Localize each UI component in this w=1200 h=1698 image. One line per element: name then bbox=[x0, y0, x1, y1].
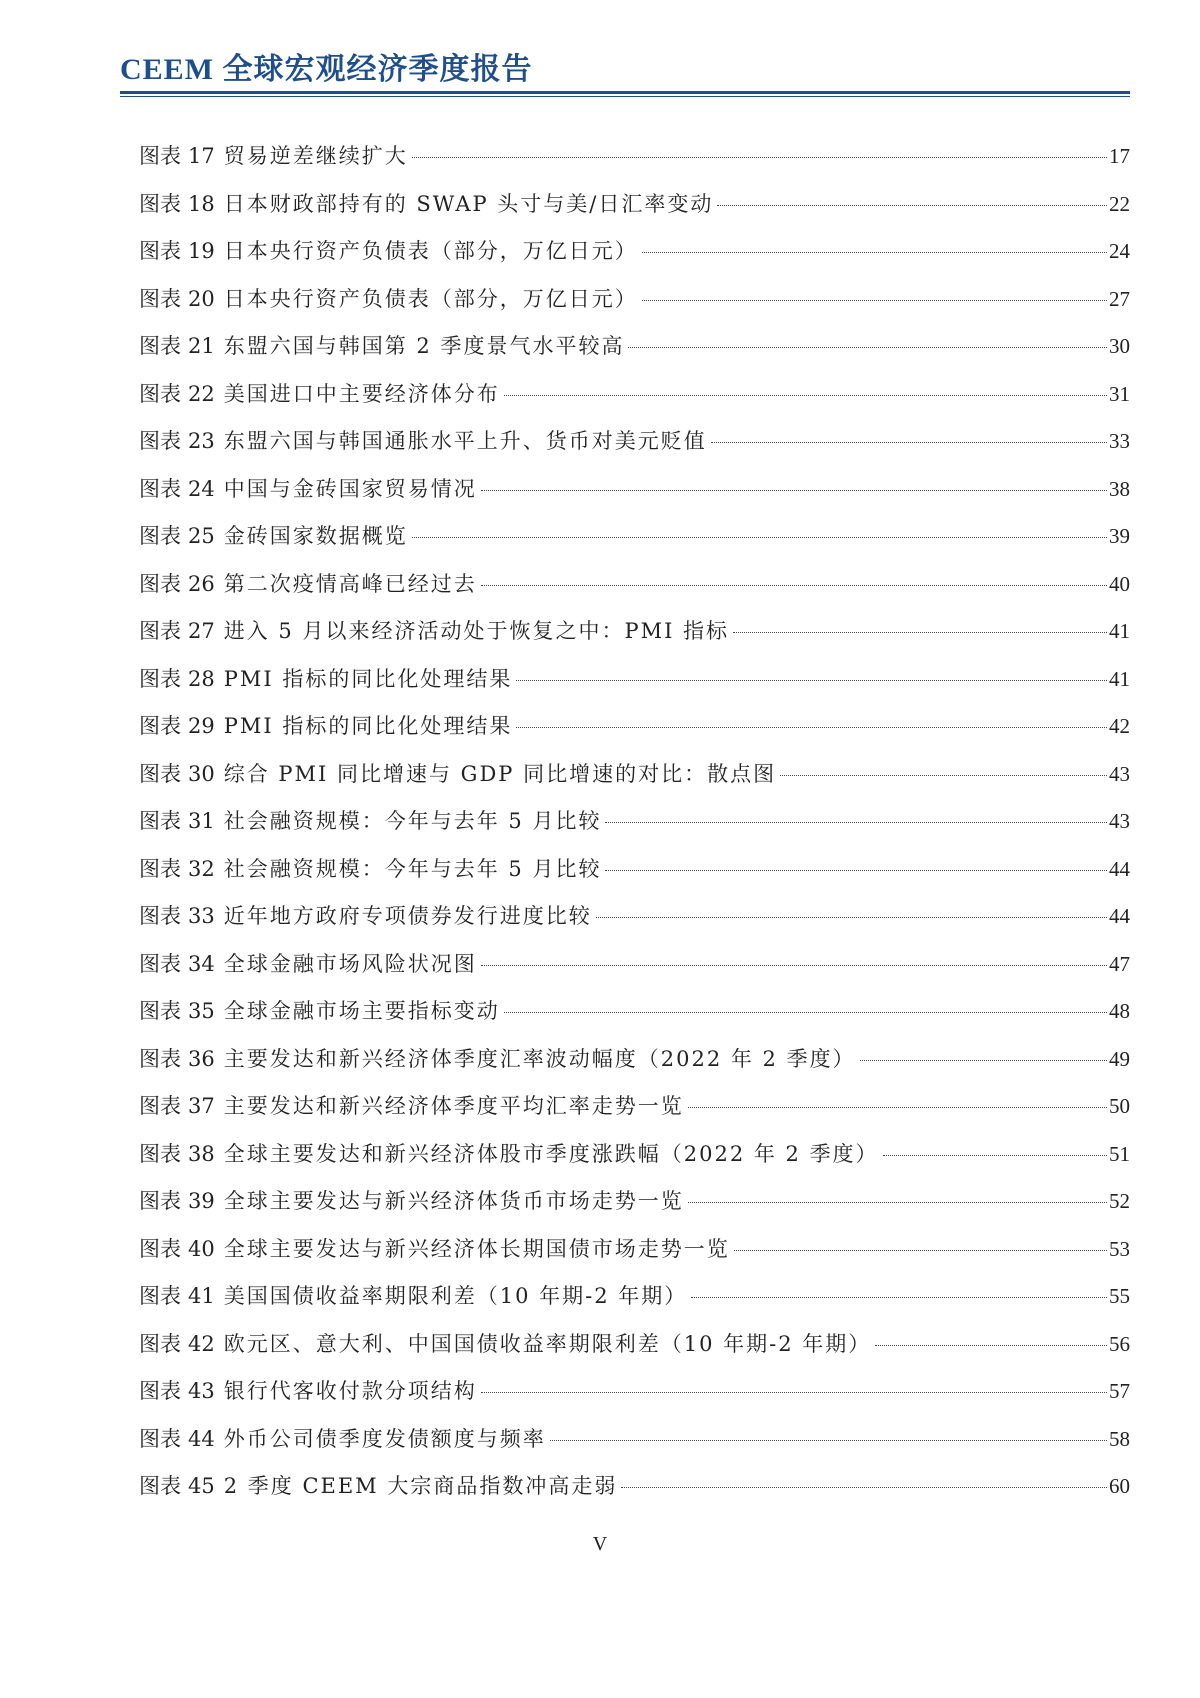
toc-dot-leader bbox=[605, 870, 1107, 871]
toc-entry-prefix: 图表 bbox=[139, 999, 181, 1023]
toc-entry-title: 全球主要发达与新兴经济体长期国债市场走势一览 bbox=[223, 1236, 730, 1261]
toc-dot-leader bbox=[717, 205, 1107, 206]
toc-dot-leader bbox=[605, 822, 1107, 823]
toc-entry-title: 美国进口中主要经济体分布 bbox=[223, 381, 500, 406]
toc-entry[interactable] bbox=[139, 808, 1130, 856]
toc-entry-page-number: 43 bbox=[1109, 761, 1130, 786]
toc-entry[interactable] bbox=[139, 761, 1130, 809]
toc-entry-page-number: 57 bbox=[1109, 1379, 1130, 1403]
toc-entry-title: 银行代客收付款分项结构 bbox=[223, 1379, 477, 1403]
toc-entry-prefix: 图表 bbox=[139, 1331, 181, 1356]
toc-entry-figure-number: 42 bbox=[188, 1331, 215, 1356]
toc-entry-prefix: 图表 bbox=[139, 951, 181, 976]
toc-entry-prefix: 图表 bbox=[139, 286, 181, 311]
toc-entry-figure-number: 43 bbox=[188, 1379, 215, 1403]
toc-entry-figure-number: 35 bbox=[188, 999, 215, 1023]
toc-entry-figure-number: 44 bbox=[188, 1426, 215, 1451]
toc-dot-leader bbox=[481, 965, 1107, 966]
toc-entry-page-number: 55 bbox=[1109, 1284, 1130, 1308]
toc-entry-title: 进入 5 月以来经济活动处于恢复之中：PMI 指标 bbox=[223, 619, 730, 643]
toc-entry-title: 东盟六国与韩国通胀水平上升、货币对美元贬值 bbox=[223, 429, 707, 453]
toc-entry-figure-number: 28 bbox=[188, 666, 215, 691]
toc-entry-page-number: 24 bbox=[1109, 239, 1130, 263]
toc-entry-figure-number: 33 bbox=[188, 904, 215, 928]
toc-entry[interactable] bbox=[139, 713, 1130, 761]
toc-entry-title: 日本央行资产负债表（部分，万亿日元） bbox=[223, 239, 638, 263]
toc-entry[interactable] bbox=[139, 1283, 1130, 1331]
toc-entry-page-number: 56 bbox=[1109, 1331, 1130, 1356]
toc-entry-figure-number: 26 bbox=[188, 571, 215, 596]
toc-dot-leader bbox=[516, 680, 1107, 681]
toc-entry-prefix: 图表 bbox=[139, 1046, 181, 1071]
toc-entry-figure-number: 39 bbox=[188, 1189, 215, 1213]
toc-entry-page-number: 44 bbox=[1109, 856, 1130, 881]
toc-entry-figure-number: 19 bbox=[188, 239, 215, 263]
toc-entry-page-number: 38 bbox=[1109, 476, 1130, 501]
header-rule-thin bbox=[120, 96, 1130, 97]
toc-entry-page-number: 41 bbox=[1109, 619, 1130, 643]
toc-entry-page-number: 27 bbox=[1109, 286, 1130, 311]
toc-entry-page-number: 50 bbox=[1109, 1094, 1130, 1118]
toc-dot-leader bbox=[734, 1250, 1107, 1251]
toc-entry-page-number: 51 bbox=[1109, 1141, 1130, 1166]
toc-entry[interactable] bbox=[139, 333, 1130, 381]
toc-entry[interactable] bbox=[139, 191, 1130, 239]
toc-entry-title: 主要发达和新兴经济体季度平均汇率走势一览 bbox=[223, 1094, 684, 1118]
toc-entry-figure-number: 34 bbox=[188, 951, 215, 976]
toc-entry-page-number: 41 bbox=[1109, 666, 1130, 691]
toc-entry-prefix: 图表 bbox=[139, 1094, 181, 1118]
toc-entry-figure-number: 41 bbox=[188, 1284, 215, 1308]
toc-entry-title: 东盟六国与韩国第 2 季度景气水平较高 bbox=[223, 334, 625, 358]
toc-entry[interactable] bbox=[139, 1236, 1130, 1284]
toc-entry-page-number: 40 bbox=[1109, 571, 1130, 596]
toc-entry[interactable] bbox=[139, 143, 1130, 191]
toc-entry-page-number: 52 bbox=[1109, 1189, 1130, 1213]
toc-dot-leader bbox=[691, 1297, 1107, 1298]
toc-entry-figure-number: 31 bbox=[188, 809, 215, 833]
toc-entry-prefix: 图表 bbox=[139, 714, 181, 738]
toc-entry-prefix: 图表 bbox=[139, 239, 181, 263]
toc-dot-leader bbox=[481, 490, 1107, 491]
toc-dot-leader bbox=[688, 1107, 1107, 1108]
toc-entry-figure-number: 29 bbox=[188, 714, 215, 738]
toc-dot-leader bbox=[780, 775, 1107, 776]
toc-entry-page-number: 33 bbox=[1109, 429, 1130, 453]
toc-dot-leader bbox=[860, 1060, 1107, 1061]
toc-entry-title: 全球主要发达和新兴经济体股市季度涨跌幅（2022 年 2 季度） bbox=[223, 1141, 879, 1166]
toc-entry-figure-number: 21 bbox=[188, 334, 215, 358]
toc-entry-prefix: 图表 bbox=[139, 1426, 181, 1451]
toc-entry-prefix: 图表 bbox=[139, 191, 181, 216]
toc-entry-prefix: 图表 bbox=[139, 619, 181, 643]
toc-entry-prefix: 图表 bbox=[139, 334, 181, 358]
toc-entry-page-number: 17 bbox=[1109, 144, 1130, 168]
toc-entry-figure-number: 27 bbox=[188, 619, 215, 643]
toc-entry-figure-number: 36 bbox=[188, 1046, 215, 1071]
toc-entry-title: 金砖国家数据概览 bbox=[223, 524, 408, 548]
toc-entry-prefix: 图表 bbox=[139, 1236, 181, 1261]
toc-entry-page-number: 44 bbox=[1109, 904, 1130, 928]
toc-dot-leader bbox=[504, 1012, 1107, 1013]
toc-entry[interactable] bbox=[139, 286, 1130, 334]
toc-dot-leader bbox=[883, 1155, 1107, 1156]
toc-entry-title: 社会融资规模：今年与去年 5 月比较 bbox=[223, 809, 602, 833]
toc-entry-page-number: 49 bbox=[1109, 1046, 1130, 1071]
toc-entry-page-number: 22 bbox=[1109, 191, 1130, 216]
toc-entry-page-number: 47 bbox=[1109, 951, 1130, 976]
toc-entry-prefix: 图表 bbox=[139, 809, 181, 833]
toc-entry-page-number: 48 bbox=[1109, 999, 1130, 1023]
toc-entry-page-number: 30 bbox=[1109, 334, 1130, 358]
toc-entry-title: 2 季度 CEEM 大宗商品指数冲高走弱 bbox=[223, 1474, 618, 1498]
toc-entry-title: 近年地方政府专项债券发行进度比较 bbox=[223, 904, 592, 928]
header-rule-thick bbox=[120, 91, 1130, 94]
toc-dot-leader bbox=[688, 1202, 1107, 1203]
toc-entry-title: 日本央行资产负债表（部分，万亿日元） bbox=[223, 286, 638, 311]
toc-entry-title: 欧元区、意大利、中国国债收益率期限利差（10 年期-2 年期） bbox=[223, 1331, 872, 1356]
toc-entry-prefix: 图表 bbox=[139, 1474, 181, 1498]
toc-entry-page-number: 39 bbox=[1109, 524, 1130, 548]
toc-dot-leader bbox=[733, 632, 1107, 633]
toc-entry-prefix: 图表 bbox=[139, 144, 181, 168]
toc-entry-prefix: 图表 bbox=[139, 1379, 181, 1403]
toc-entry[interactable] bbox=[139, 1378, 1130, 1426]
toc-entry-title: 第二次疫情高峰已经过去 bbox=[223, 571, 477, 596]
toc-entry-figure-number: 17 bbox=[188, 144, 215, 168]
toc-dot-leader bbox=[596, 917, 1107, 918]
toc-entry-prefix: 图表 bbox=[139, 904, 181, 928]
toc-entry-prefix: 图表 bbox=[139, 1141, 181, 1166]
toc-entry[interactable] bbox=[139, 951, 1130, 999]
toc-entry-figure-number: 30 bbox=[188, 761, 215, 786]
report-header-title: CEEM 全球宏观经济季度报告 bbox=[120, 53, 533, 86]
toc-entry-title: PMI 指标的同比化处理结果 bbox=[223, 666, 513, 691]
toc-entry-title: 社会融资规模：今年与去年 5 月比较 bbox=[223, 856, 602, 881]
toc-entry[interactable] bbox=[139, 476, 1130, 524]
toc-dot-leader bbox=[621, 1487, 1107, 1488]
toc-dot-leader bbox=[412, 537, 1107, 538]
toc-entry[interactable] bbox=[139, 856, 1130, 904]
toc-entry-prefix: 图表 bbox=[139, 571, 181, 596]
toc-entry-title: 全球金融市场主要指标变动 bbox=[223, 999, 500, 1023]
toc-entry-title: 美国国债收益率期限利差（10 年期-2 年期） bbox=[223, 1284, 688, 1308]
toc-dot-leader bbox=[504, 395, 1107, 396]
toc-dot-leader bbox=[628, 347, 1107, 348]
toc-entry-prefix: 图表 bbox=[139, 381, 181, 406]
toc-entry[interactable] bbox=[139, 1093, 1130, 1141]
toc-entry-figure-number: 32 bbox=[188, 856, 215, 881]
toc-entry-title: 中国与金砖国家贸易情况 bbox=[223, 476, 477, 501]
toc-entry-figure-number: 22 bbox=[188, 381, 215, 406]
toc-entry-title: 日本财政部持有的 SWAP 头寸与美/日汇率变动 bbox=[223, 191, 714, 216]
toc-entry-prefix: 图表 bbox=[139, 1189, 181, 1213]
toc-entry-figure-number: 20 bbox=[188, 286, 215, 311]
toc-entry[interactable] bbox=[139, 238, 1130, 286]
toc-entry-title: 主要发达和新兴经济体季度汇率波动幅度（2022 年 2 季度） bbox=[223, 1046, 856, 1071]
toc-entry-figure-number: 25 bbox=[188, 524, 215, 548]
toc-entry-page-number: 53 bbox=[1109, 1236, 1130, 1261]
toc-entry[interactable] bbox=[139, 571, 1130, 619]
toc-entry[interactable] bbox=[139, 381, 1130, 429]
toc-dot-leader bbox=[550, 1440, 1107, 1441]
toc-entry-figure-number: 38 bbox=[188, 1141, 215, 1166]
toc-dot-leader bbox=[875, 1345, 1107, 1346]
toc-entry[interactable] bbox=[139, 428, 1130, 476]
toc-entry-prefix: 图表 bbox=[139, 1284, 181, 1308]
toc-entry-page-number: 43 bbox=[1109, 809, 1130, 833]
toc-entry-title: 外币公司债季度发债额度与频率 bbox=[223, 1426, 546, 1451]
toc-dot-leader bbox=[481, 1392, 1107, 1393]
toc-dot-leader bbox=[481, 585, 1107, 586]
toc-entry-title: 贸易逆差继续扩大 bbox=[223, 144, 408, 168]
toc-entry[interactable] bbox=[139, 1046, 1130, 1094]
toc-entry-prefix: 图表 bbox=[139, 524, 181, 548]
page-number: V bbox=[592, 1533, 608, 1555]
toc-dot-leader bbox=[642, 252, 1107, 253]
toc-entry-prefix: 图表 bbox=[139, 429, 181, 453]
toc-entry[interactable] bbox=[139, 618, 1130, 666]
toc-entry[interactable] bbox=[139, 903, 1130, 951]
toc-dot-leader bbox=[642, 300, 1107, 301]
toc-entry[interactable] bbox=[139, 1188, 1130, 1236]
toc-dot-leader bbox=[412, 157, 1107, 158]
toc-entry-page-number: 58 bbox=[1109, 1426, 1130, 1451]
toc-entry[interactable] bbox=[139, 1331, 1130, 1379]
toc-entry-page-number: 60 bbox=[1109, 1474, 1130, 1498]
toc-entry[interactable] bbox=[139, 523, 1130, 571]
toc-entry-figure-number: 40 bbox=[188, 1236, 215, 1261]
toc-dot-leader bbox=[711, 442, 1107, 443]
toc-entry[interactable] bbox=[139, 998, 1130, 1046]
toc-entry-page-number: 42 bbox=[1109, 714, 1130, 738]
toc-entry-title: 全球主要发达与新兴经济体货币市场走势一览 bbox=[223, 1189, 684, 1213]
toc-entry-figure-number: 23 bbox=[188, 429, 215, 453]
figure-table-of-contents bbox=[139, 143, 1130, 1521]
toc-entry-prefix: 图表 bbox=[139, 761, 181, 786]
toc-entry-prefix: 图表 bbox=[139, 666, 181, 691]
toc-entry-title: 全球金融市场风险状况图 bbox=[223, 951, 477, 976]
toc-entry-page-number: 31 bbox=[1109, 381, 1130, 406]
toc-entry-figure-number: 45 bbox=[188, 1474, 215, 1498]
toc-entry-figure-number: 24 bbox=[188, 476, 215, 501]
toc-entry[interactable] bbox=[139, 666, 1130, 714]
toc-entry-prefix: 图表 bbox=[139, 476, 181, 501]
toc-entry-figure-number: 18 bbox=[188, 191, 215, 216]
toc-entry[interactable] bbox=[139, 1426, 1130, 1474]
toc-entry-prefix: 图表 bbox=[139, 856, 181, 881]
toc-entry[interactable] bbox=[139, 1473, 1130, 1521]
toc-entry-title: PMI 指标的同比化处理结果 bbox=[223, 714, 513, 738]
toc-entry-figure-number: 37 bbox=[188, 1094, 215, 1118]
toc-entry[interactable] bbox=[139, 1141, 1130, 1189]
toc-dot-leader bbox=[516, 727, 1107, 728]
toc-entry-title: 综合 PMI 同比增速与 GDP 同比增速的对比：散点图 bbox=[223, 761, 777, 786]
